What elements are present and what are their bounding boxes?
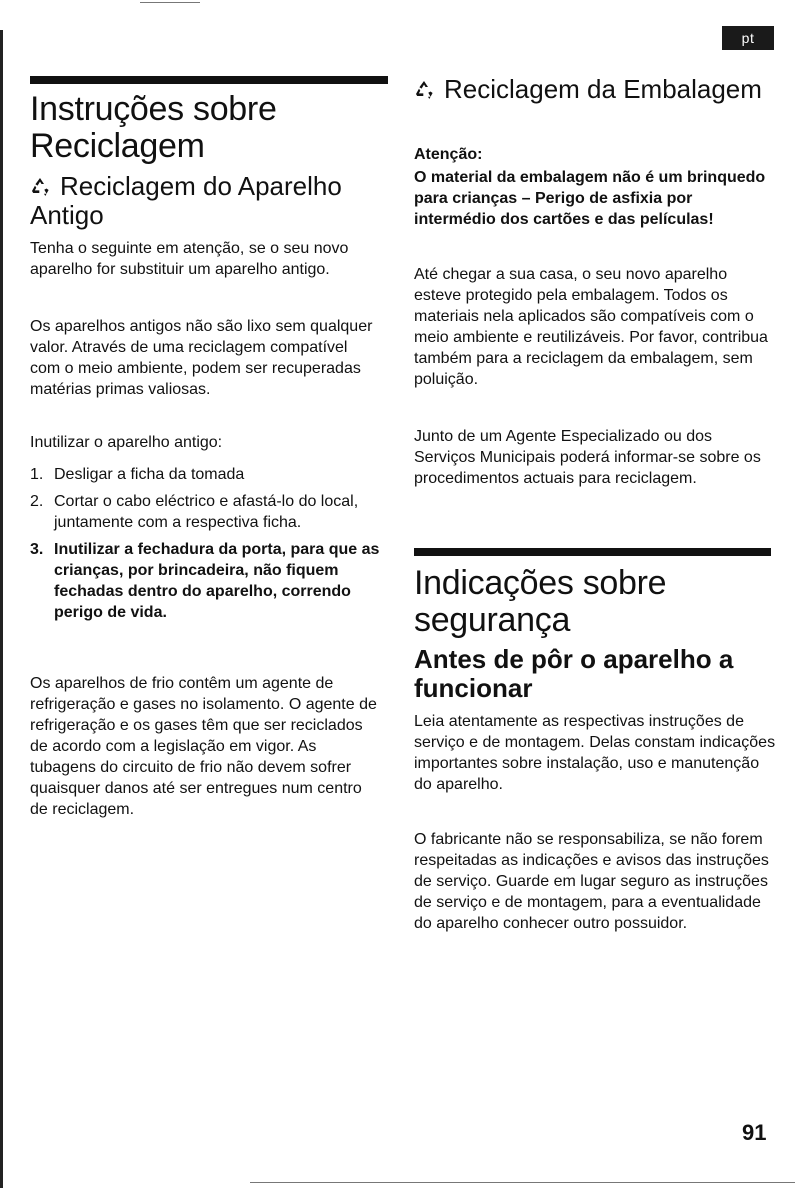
refrigerant-paragraph: Os aparelhos de frio contêm um agente de refrigeração e gases no isolamento. O agente de refrigeração e os gases têm que ser reciclados de acordo com a legislação em vigor. As tubagens do circuito de frio não devem sofrer quaisquer danos até ser entregues num centro de reciclagem. (30, 675, 377, 818)
recycle-icon (414, 80, 434, 100)
section-rule (414, 548, 771, 556)
step-number: 2. (30, 493, 44, 510)
disposal-info-paragraph: Junto de um Agente Especializado ou dos Serviços Municipais poderá informar-se sobre os procedimentos actuais para reciclagem. (414, 428, 761, 487)
list-item (30, 491, 382, 533)
section-heading-packaging (414, 75, 776, 104)
page-title: Instruções sobre Reciclagem (30, 90, 277, 165)
step-number: 1. (30, 466, 44, 483)
packaging-warning: O material da embalagem não é um brinquedo para crianças – Perigo de asfixia por intermédio dos cartões e das películas! (414, 169, 766, 228)
section-heading-text: Reciclagem do Aparelho Antigo (30, 171, 342, 230)
step-text: Inutilizar a fechadura da porta, para que as crianças, por brincadeira, não fiquem fechadas dentro do aparelho, correndo perigo de vida. (54, 541, 380, 621)
step-number: 3. (30, 541, 44, 558)
language-tag: pt (722, 26, 774, 50)
packaging-paragraph: Até chegar a sua casa, o seu novo aparelho esteve protegido pela embalagem. Todos os materiais nela aplicados são compatíveis com o meio ambiente e reutilizáveis. Por favor, contribua também para a reciclagem da embalagem, sem poluição. (414, 266, 768, 388)
read-instructions-paragraph: Leia atentamente as respectivas instruções de serviço e de montagem. Delas constam indicações importantes sobre instalação, uso e manutenção do aparelho. (414, 713, 776, 793)
page-number: 91 (742, 1120, 767, 1145)
intro-paragraph: Tenha o seguinte em atenção, se o seu novo aparelho for substituir um aparelho antigo. (30, 240, 349, 278)
before-use-heading: Antes de pôr o aparelho a funcionar (414, 644, 734, 703)
safety-title: Indicações sobre segurança (414, 564, 667, 639)
manufacturer-liability-paragraph: O fabricante não se responsabiliza, se não forem respeitadas as indicações e avisos das instruções de serviço. Guarde em lugar seguro as instruções de serviço e de montagem, para a eventualidade do aparelho conhecer outro possuidor. (414, 831, 769, 932)
old-appliance-paragraph: Os aparelhos antigos não são lixo sem qualquer valor. Através de uma reciclagem compatível com o meio ambiente, podem ser recuperadas matérias primas valiosas. (30, 318, 373, 398)
disable-steps-list (30, 464, 382, 629)
footer-scan-line (250, 1182, 795, 1183)
top-scan-line (140, 2, 200, 3)
list-item (30, 539, 382, 623)
step-text: Cortar o cabo eléctrico e afastá-lo do local, juntamente com a respectiva ficha. (54, 493, 359, 531)
recycle-icon (30, 177, 50, 197)
section-heading-text: Reciclagem da Embalagem (444, 74, 762, 104)
disable-instruction: Inutilizar o aparelho antigo: (30, 434, 223, 451)
list-item (30, 464, 382, 485)
section-heading-old-appliance (30, 172, 396, 230)
attention-label: Atenção: (414, 146, 483, 163)
section-rule (30, 76, 388, 84)
binding-edge (0, 30, 3, 1188)
step-text: Desligar a ficha da tomada (54, 466, 245, 483)
